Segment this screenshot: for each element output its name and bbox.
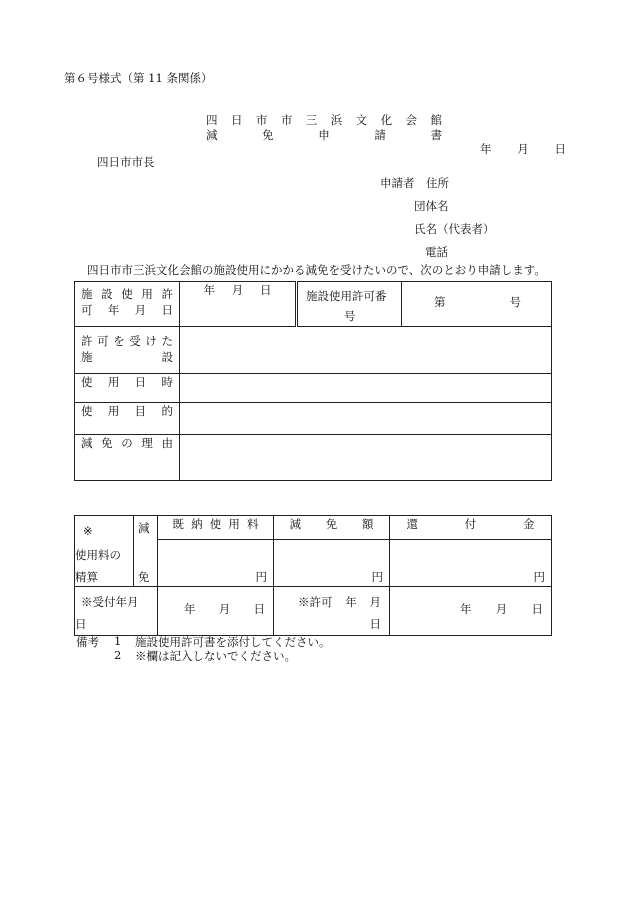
application-date: 年 月 日 <box>480 142 566 156</box>
statement: 四日市市三浜文化会館の施設使用にかかる減免を受けたいので、次のとおり申請します。 <box>87 263 546 277</box>
settlement-table <box>74 515 552 636</box>
permit-label: ※許可 年 月 日 <box>274 587 390 636</box>
reduction-reason-label: 減 免 の 理 由 <box>75 435 180 481</box>
title-line-2: 減 免 申 請 書 <box>206 128 442 142</box>
reduction-vertical-label: 減 免 <box>134 516 158 587</box>
name-label: 氏名（代表者） <box>414 222 495 236</box>
applicant-label: 申請者 <box>380 176 415 190</box>
permit-date-field[interactable]: 年 月 日 <box>180 282 297 327</box>
settlement-label: ※ 使用料の 精算 <box>75 516 134 587</box>
facility-field[interactable] <box>180 327 552 374</box>
reduction-amount-header: 減 免 額 <box>274 516 390 540</box>
permit-number-field[interactable]: 第 号 <box>402 282 552 327</box>
reduction-reason-field[interactable] <box>180 435 552 481</box>
note-1-text: 施設使用許可書を添付してください。 <box>135 635 331 649</box>
permit-number-label: 施設使用許可番 号 <box>297 282 402 327</box>
form-number: 第６号様式（第 11 条関係） <box>64 71 213 85</box>
receipt-date-field[interactable]: 年 月 日 <box>158 587 274 636</box>
note-2-number: 2 <box>114 648 122 662</box>
facility-label: 許 可 を 受 け た 施 設 <box>75 327 180 374</box>
application-table <box>74 281 552 481</box>
permit-date-label: 施 設 使 用 許 可 年 月 日 <box>75 282 180 327</box>
usage-purpose-field[interactable] <box>180 403 552 435</box>
reduction-amount-field[interactable]: 円 <box>274 540 390 587</box>
refund-header: 還 付 金 <box>390 516 552 540</box>
receipt-date-label: ※受付年月 日 <box>75 587 158 636</box>
note-1-number: 1 <box>114 634 122 648</box>
addressee: 四日市市長 <box>97 155 155 169</box>
refund-field[interactable]: 円 <box>390 540 552 587</box>
notes-label: 備考 <box>76 635 99 649</box>
phone-label: 電話 <box>425 245 448 259</box>
note-2-text: ※欄は記入しないでください。 <box>135 649 296 663</box>
title-line-1: 四 日 市 市 三 浜 文 化 会 館 <box>206 113 442 127</box>
usage-datetime-label: 使 用 日 時 <box>75 374 180 403</box>
note-mark: ※ <box>83 524 93 538</box>
permit-date-result-field[interactable]: 年 月 日 <box>390 587 552 636</box>
usage-purpose-label: 使 用 目 的 <box>75 403 180 435</box>
paid-fee-field[interactable]: 円 <box>158 540 274 587</box>
address-label: 住所 <box>426 176 449 190</box>
usage-datetime-field[interactable] <box>180 374 552 403</box>
paid-fee-header: 既 納 使 用 料 <box>158 516 274 540</box>
organization-label: 団体名 <box>414 199 449 213</box>
